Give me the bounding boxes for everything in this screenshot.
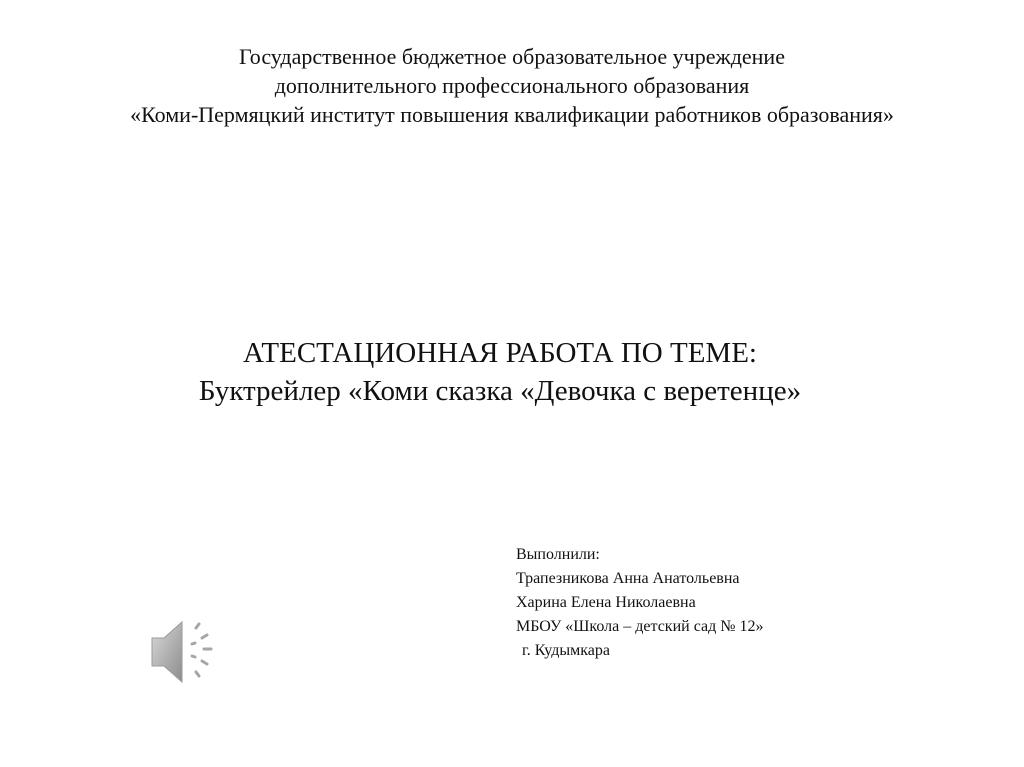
author-2: Харина Елена Николаевна <box>516 594 696 611</box>
school-name: МБОУ «Школа – детский сад № 12» <box>516 618 764 635</box>
speaker-icon[interactable] <box>146 618 222 686</box>
authors-block <box>516 543 764 663</box>
work-title-line-2: Буктрейлер «Коми сказка «Девочка с веретенце» <box>198 375 802 407</box>
authors-heading: Выполнили: <box>516 546 600 563</box>
institution-header <box>0 42 1024 129</box>
institution-line-3: «Коми-Пермяцкий институт повышения квалификации работников образования» <box>130 102 894 127</box>
institution-line-1: Государственное бюджетное образовательное учреждение <box>239 44 785 69</box>
work-title <box>0 334 1000 410</box>
author-1: Трапезникова Анна Анатольевна <box>516 570 740 587</box>
institution-line-2: дополнительного профессионального образования <box>274 73 750 98</box>
work-title-line-1: АТЕСТАЦИОННАЯ РАБОТА ПО ТЕМЕ: <box>243 337 757 369</box>
city-name: г. Кудымкара <box>522 642 610 659</box>
